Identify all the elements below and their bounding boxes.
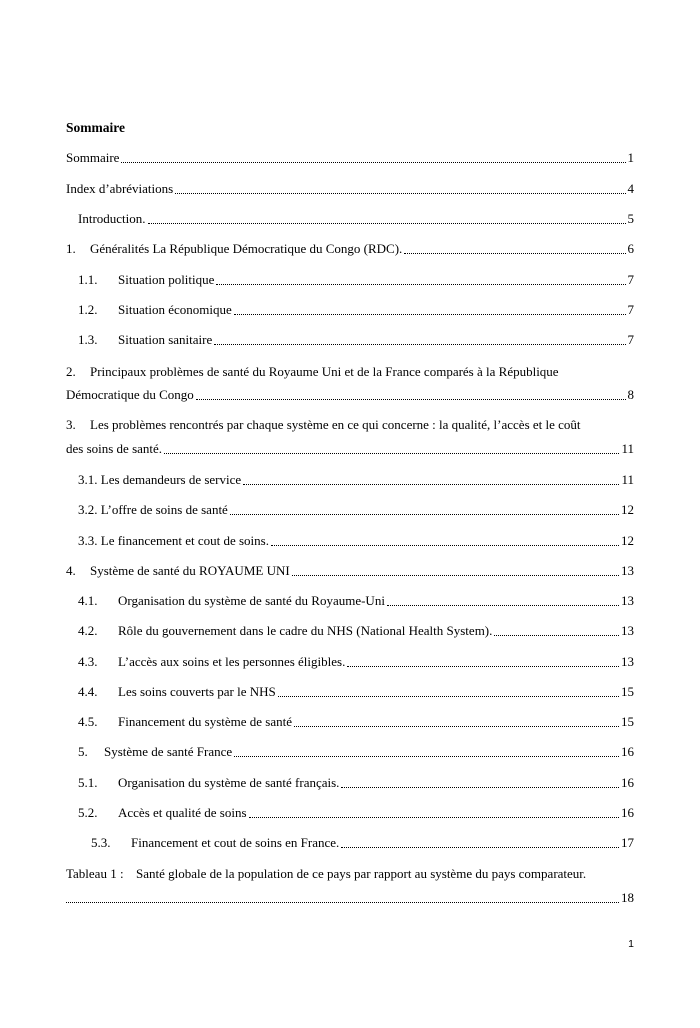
toc-entry-title: Sommaire [66,150,120,165]
toc-page-number: 11 [621,441,634,456]
toc-page-number: 18 [621,890,634,905]
toc-page-number: 13 [621,623,634,638]
toc-entry-title: 3.3. Le financement et cout de soins. [78,533,269,548]
dot-leader [294,726,619,727]
toc-entry-title: L’accès aux soins et les personnes éligibles. [118,654,346,669]
dot-leader [196,399,626,400]
dot-leader [234,314,626,315]
toc-entry-number: 1.2. [78,302,98,317]
dot-leader [234,756,619,757]
toc-entry-number: 1.1. [78,272,98,287]
dot-leader [278,696,619,697]
toc-entry-number: 4.2. [78,623,98,638]
toc-entry-title: Les problèmes rencontrés par chaque système en ce qui concerne : la qualité, l’accès et le coût [90,417,581,432]
toc-entry-number: 1. [66,241,76,256]
toc-entry-title: Système de santé France [104,744,233,759]
toc-entry-title: Situation économique [118,302,232,317]
dot-leader [271,545,619,546]
toc-entry-title: Organisation du système de santé du Royaume-Uni [118,593,385,608]
dot-leader [214,344,625,345]
dot-leader [230,514,619,515]
toc-entry-title-continued: des soins de santé. [66,441,163,456]
toc-entry-number: 5. [78,744,88,759]
toc-entry-title: Organisation du système de santé français. [118,775,340,790]
toc-entry-number: 4.1. [78,593,98,608]
toc-entry-title-continued: Démocratique du Congo [66,387,194,402]
dot-leader [216,284,625,285]
toc-page-number: 1 [627,150,634,165]
toc-page-number: 15 [621,714,634,729]
toc-entry-title: Généralités La République Démocratique du Congo (RDC). [90,241,403,256]
toc-entry-number: 4.5. [78,714,98,729]
toc-page-number: 7 [627,302,634,317]
toc-entry-title: Principaux problèmes de santé du Royaume Uni et de la France comparés à la République [90,364,559,379]
toc-entry-title: 3.1. Les demandeurs de service [78,472,242,487]
toc-page-number: 7 [627,332,634,347]
toc-entry-number: Tableau 1 : [66,866,124,881]
toc-entry-title: Les soins couverts par le NHS [118,684,276,699]
toc-entry-title: Index d’abréviations [66,181,174,196]
toc-entry-title: Introduction. [78,211,146,226]
toc-page-number: 16 [621,775,634,790]
dot-leader [347,666,619,667]
toc-page-number: 11 [621,472,634,487]
dot-leader [494,635,619,636]
toc-page-number: 7 [627,272,634,287]
toc-entry-number: 2. [66,364,76,379]
dot-leader [341,787,619,788]
dot-leader [387,605,619,606]
toc-page-number: 12 [621,533,634,548]
toc-page-number: 8 [627,387,634,402]
toc-page-number: 5 [627,211,634,226]
dot-leader [249,817,619,818]
toc-page-number: 12 [621,502,634,517]
toc-page-number: 16 [621,805,634,820]
toc-page-number: 17 [621,835,634,850]
dot-leader [341,847,619,848]
toc-entry-number: 5.3. [91,835,111,850]
toc-entry-title: Système de santé du ROYAUME UNI [90,563,290,578]
toc-page-number: 13 [621,593,634,608]
toc-page-number: 13 [621,654,634,669]
dot-leader [66,902,619,903]
page-title: Sommaire [66,120,125,135]
dot-leader [292,575,619,576]
toc-entry-number: 5.1. [78,775,98,790]
toc-page-number: 6 [627,241,634,256]
toc-entry-title: Financement du système de santé [118,714,293,729]
toc-entry-title: Santé globale de la population de ce pays par rapport au système du pays comparateur. [136,866,587,881]
dot-leader [175,193,625,194]
toc-entry-number: 4.3. [78,654,98,669]
toc-entry-number: 1.3. [78,332,98,347]
dot-leader [243,484,619,485]
toc-entry-title: Accès et qualité de soins [118,805,247,820]
toc-page-number: 4 [627,181,634,196]
page-footer-number: 1 [628,938,634,950]
toc-entry-title: Situation sanitaire [118,332,213,347]
dot-leader [121,162,625,163]
toc-entry-title: Rôle du gouvernement dans le cadre du NHS (National Health System). [118,623,493,638]
toc-entry-title: 3.2. L’offre de soins de santé [78,502,228,517]
dot-leader [148,223,626,224]
toc-page-number: 16 [621,744,634,759]
toc-entry-title: Financement et cout de soins en France. [131,835,340,850]
toc-page-number: 15 [621,684,634,699]
toc-entry-number: 5.2. [78,805,98,820]
dot-leader [164,453,619,454]
toc-entry-title: Situation politique [118,272,215,287]
toc-entry-number: 4.4. [78,684,98,699]
dot-leader [404,253,625,254]
toc-page-number: 13 [621,563,634,578]
toc-entry-number: 3. [66,417,76,432]
toc-entry-number: 4. [66,563,76,578]
